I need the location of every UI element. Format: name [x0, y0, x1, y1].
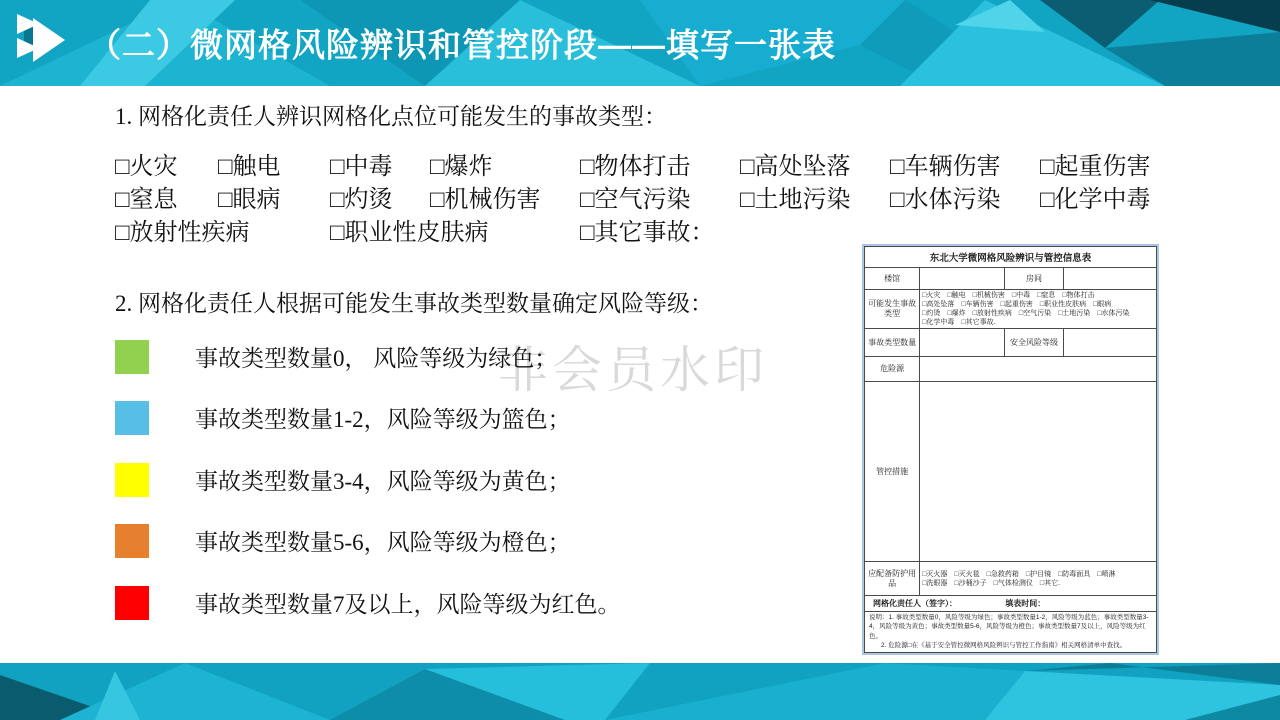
form-types-line: □火灾 □触电 □机械伤害 □中毒 □窒息 □物体打击	[922, 292, 1095, 299]
risk-level-label: 事故类型数量0， 风险等级为绿色；	[195, 346, 558, 371]
accident-type-checkbox: □职业性皮肤病	[330, 220, 489, 246]
accident-type-checkbox: □水体污染	[890, 187, 1001, 213]
risk-color-swatch-green	[115, 340, 149, 374]
section2-heading: 2. 网格化责任人根据可能发生事故类型数量确定风险等级：	[115, 291, 713, 316]
form-count-label: 事故类型数量	[865, 329, 920, 357]
form-room-label: 房间	[1005, 268, 1063, 290]
risk-level-row-yellow	[115, 462, 571, 497]
form-building-input	[920, 268, 1005, 290]
watermark-text: 非会员水印	[498, 342, 768, 398]
risk-level-row-orange	[115, 523, 571, 558]
accident-type-checkbox: □其它事故：	[580, 220, 715, 246]
form-table	[864, 246, 1157, 653]
form-equipment-label: 应配备防护用品	[865, 562, 920, 596]
form-room-input	[1063, 268, 1156, 290]
accident-type-checkbox: □触电	[218, 154, 281, 180]
accident-type-row-2	[0, 179, 1280, 213]
accident-type-checkbox: □化学中毒	[1040, 187, 1151, 213]
form-equipment-line: □洗眼器 □沙桶沙子 □气体检测仪 □其它.	[922, 579, 1061, 587]
risk-identification-form	[862, 244, 1159, 655]
accident-type-checkbox: □中毒	[330, 154, 393, 180]
form-signature-row	[865, 596, 1157, 612]
form-types-label: 可能发生事故类型	[865, 290, 920, 329]
risk-level-label: 事故类型数量5-6，风险等级为橙色；	[195, 530, 571, 555]
form-note-line: 说明：1. 事故类型数量0，风险等级为绿色；事故类型数量1-2，风险等级为蓝色；事故类型数量3-4，风险等级为黄色；事故类型数量5-6，风险等级为橙色；事故类型数量7及以上，风险等级为红色。	[869, 614, 1149, 640]
accident-type-checkbox: □起重伤害	[1040, 154, 1151, 180]
form-hazard-label: 危险源	[865, 357, 920, 382]
accident-type-checkbox: □窒息	[115, 187, 178, 213]
accident-type-checkbox: □空气污染	[580, 187, 691, 213]
risk-level-label: 事故类型数量3-4，风险等级为黄色；	[195, 469, 571, 494]
section1-heading: 1. 网格化责任人辨识网格化点位可能发生的事故类型：	[115, 104, 667, 129]
form-equipment-line: □灭火器 □灭火毯 □急救药箱 □护目镜 □防毒面具 □喷淋	[922, 570, 1116, 578]
form-types-line: □化学中毒 □其它事故.	[922, 319, 996, 326]
form-level-input	[1063, 329, 1156, 357]
form-types-options	[920, 290, 1157, 329]
accident-type-checkbox: □车辆伤害	[890, 154, 1001, 180]
risk-level-row-green	[115, 339, 557, 374]
risk-color-swatch-red	[115, 586, 149, 620]
form-signer-label: 网格化责任人（签字）：	[873, 599, 957, 608]
accident-type-checkbox: □爆炸	[430, 154, 493, 180]
accident-type-checkbox: □放射性疾病	[115, 220, 250, 246]
form-level-label: 安全风险等级	[1005, 329, 1063, 357]
form-hazard-input	[920, 357, 1157, 382]
form-count-input	[920, 329, 1005, 357]
risk-color-swatch-orange	[115, 524, 149, 558]
footer-polygon-pattern	[0, 663, 1280, 720]
slide-title: （二）微网格风险辨识和管控阶段——填写一张表	[88, 26, 836, 64]
accident-type-checkbox: □灼烫	[330, 187, 393, 213]
accident-type-checkbox: □火灾	[115, 154, 178, 180]
form-note-line: 2. 危险源□在《基于安全管控微网格风险辨识与管控工作指南》相关网格清单中查找。	[881, 642, 1127, 650]
form-types-line: □高处坠落 □车辆伤害 □起重伤害 □职业性皮肤病 □眼病	[922, 301, 1112, 308]
accident-type-checkbox: □机械伤害	[430, 187, 541, 213]
form-building-label: 楼馆	[865, 268, 920, 290]
risk-level-row-red	[115, 585, 621, 620]
form-notes	[865, 612, 1157, 653]
form-types-line: □灼烫 □爆炸 □放射性疾病 □空气污染 □土地污染 □水体污染	[922, 310, 1130, 317]
risk-level-row-blue	[115, 400, 571, 435]
accident-type-checkbox: □物体打击	[580, 154, 691, 180]
accident-type-checkbox: □土地污染	[740, 187, 851, 213]
form-date-label: 填表时间：	[1005, 599, 1046, 608]
accident-type-row-1	[0, 146, 1280, 180]
risk-color-swatch-yellow	[115, 463, 149, 497]
form-measures-input	[920, 382, 1157, 562]
form-title: 东北大学微网格风险辨识与管控信息表	[865, 247, 1157, 268]
form-measures-label: 管控措施	[865, 382, 920, 562]
accident-type-checkbox: □眼病	[218, 187, 281, 213]
slide-footer	[0, 663, 1280, 720]
triangle-shape-big	[33, 18, 65, 62]
fast-forward-icon	[10, 12, 72, 72]
accident-type-checkbox: □高处坠落	[740, 154, 851, 180]
accident-type-row-3	[0, 212, 1280, 246]
form-equipment-options	[920, 562, 1157, 596]
risk-level-label: 事故类型数量7及以上，风险等级为红色。	[195, 592, 621, 617]
slide-header	[0, 0, 1280, 86]
risk-level-label: 事故类型数量1-2，风险等级为篮色；	[195, 407, 571, 432]
risk-color-swatch-blue	[115, 401, 149, 435]
